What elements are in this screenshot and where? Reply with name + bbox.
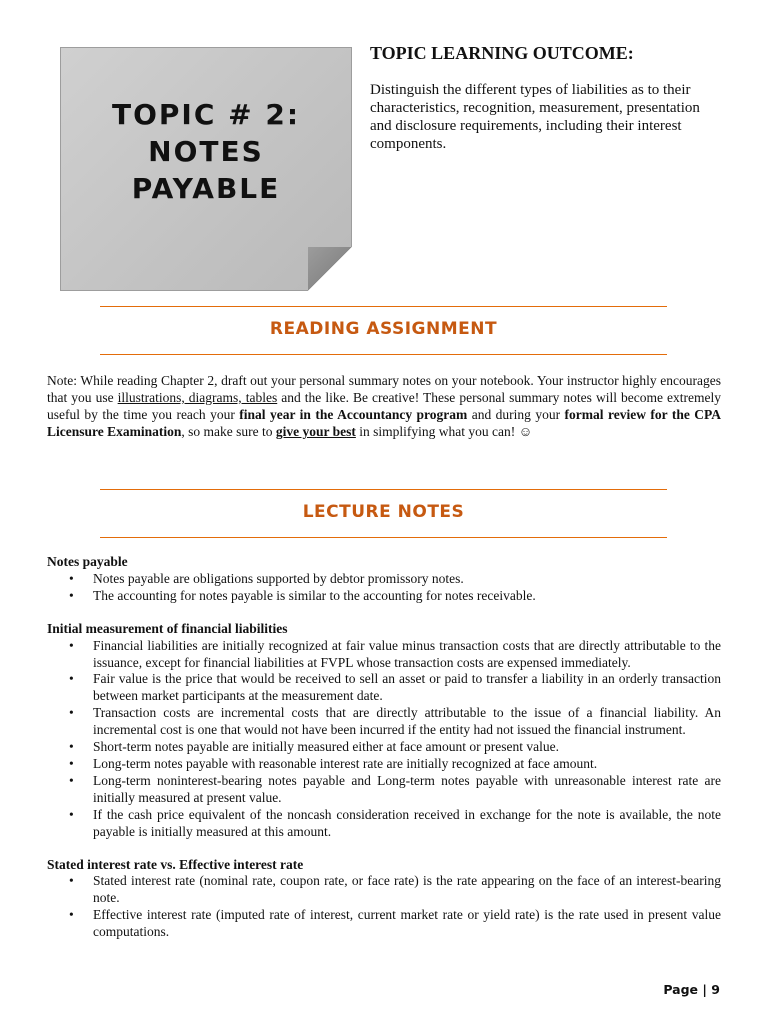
- lecture-notes-band: [100, 489, 667, 538]
- page-number: Page | 9: [663, 982, 720, 997]
- learning-outcome-text: Distinguish the different types of liabilities as to their characteristics, recognition, measurement, presentation and disclosure requirements, including their interest components.: [370, 82, 700, 152]
- bullet-list: [47, 873, 721, 941]
- topic-sticky-note: [60, 47, 352, 291]
- topic-title-line: NOTES: [148, 135, 264, 168]
- section-heading: Initial measurement of financial liabilities: [47, 620, 288, 636]
- section-heading: Stated interest rate vs. Effective interest rate: [47, 856, 304, 872]
- reading-assignment-title: READING ASSIGNMENT: [269, 319, 498, 339]
- list-item: • Financial liabilities are initially recognized at fair value minus transaction costs that are directly attributable to the issuance, except for financial liabilities at FVPL whose transaction costs are expensed immediately.: [47, 638, 721, 672]
- reading-assignment-band: [100, 306, 667, 355]
- learning-outcome-heading: TOPIC LEARNING OUTCOME:: [370, 43, 634, 63]
- topic-title-line: TOPIC # 2:: [111, 98, 301, 131]
- note-text: and the like. Be creative! These personal summary notes will become extremely useful by the time you reach your: [47, 390, 721, 422]
- note-text: and during your: [467, 407, 565, 422]
- note-underlined-text: illustrations, diagrams, tables: [117, 390, 278, 405]
- note-text: in simplifying what you can! ☺: [355, 424, 533, 439]
- list-item: • Effective interest rate (imputed rate of interest, current market rate or yield rate) is the rate used in present value computations.: [47, 907, 721, 941]
- reading-note-paragraph: [47, 372, 721, 440]
- note-bold-text: formal review for the CPA Licensure Examination: [47, 407, 722, 439]
- list-item: • If the cash price equivalent of the noncash consideration received in exchange for the note is available, the note payable is initially measured at this amount.: [47, 807, 721, 841]
- note-bold-underlined-text: give your best: [275, 424, 356, 439]
- list-item: • Notes payable are obligations supported by debtor promissory notes.: [47, 571, 721, 588]
- bullet-list: [47, 638, 721, 841]
- list-item: • Stated interest rate (nominal rate, coupon rate, or face rate) is the rate appearing on the face of an interest-bearing note.: [47, 873, 721, 907]
- list-item: • Long-term noninterest-bearing notes payable and Long-term notes payable with unreasonable interest rate are initially measured at present value.: [47, 773, 721, 807]
- bullet-list: [47, 571, 721, 605]
- lecture-notes-title: LECTURE NOTES: [302, 502, 465, 522]
- topic-title-line: PAYABLE: [131, 172, 281, 205]
- list-item: • Short-term notes payable are initially measured either at face amount or present value.: [47, 739, 721, 756]
- note-text: , so make sure to: [181, 424, 276, 439]
- learning-outcome: [370, 43, 700, 153]
- note-bold-text: final year in the Accountancy program: [239, 407, 468, 422]
- topic-title: [61, 96, 351, 207]
- lecture-notes-content: [47, 554, 721, 957]
- page-curl-corner: [308, 247, 352, 291]
- list-item: • Transaction costs are incremental costs that are directly attributable to the issue of a financial liability. An incremental cost is one that would not have been incurred if the entity had not issued the financial instrument.: [47, 705, 721, 739]
- list-item: • Long-term notes payable with reasonable interest rate are initially recognized at face amount.: [47, 756, 721, 773]
- list-item: • The accounting for notes payable is similar to the accounting for notes receivable.: [47, 588, 721, 605]
- section-heading: Notes payable: [47, 554, 128, 569]
- list-item: • Fair value is the price that would be received to sell an asset or paid to transfer a liability in an orderly transaction between market participants at the measurement date.: [47, 671, 721, 705]
- note-text: Note: While reading Chapter 2, draft out your personal summary notes on your notebook. Your instructor highly encourages that you use: [47, 373, 721, 405]
